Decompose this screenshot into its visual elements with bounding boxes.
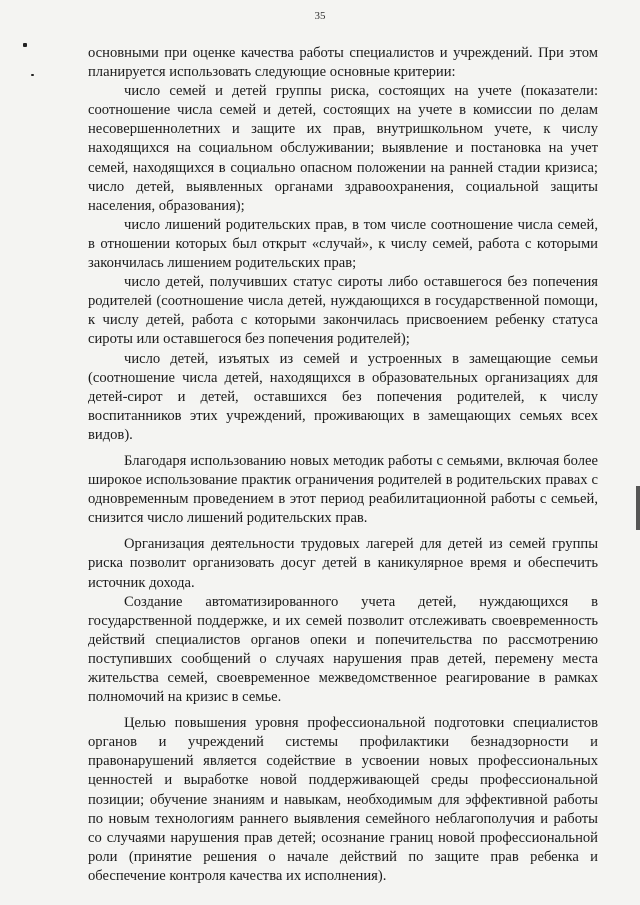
paragraph-criterion-2: число лишений родительских прав, в том числе соотношение числа семей, в отношении которых был открыт «случай», к числу семей, работа с которыми закончилась лишением родительских прав; xyxy=(88,216,598,272)
scan-edge-mark xyxy=(636,486,640,530)
document-body xyxy=(88,44,598,886)
paragraph-labor-camps: Организация деятельности трудовых лагерей для детей из семей группы риска позволит организовать досуг детей в каникулярное время и обеспечить источник дохода. xyxy=(88,536,598,591)
paragraph-criterion-4: число детей, изъятых из семей и устроенных в замещающие семьи (соотношение числа детей, находящихся в образовательных организациях для детей-сирот и детей, оставшихся без попечения родителей, к числу воспитанников этих учреждений, проживающих в замещающих семьях всех видов). xyxy=(88,350,598,443)
paragraph-criterion-3: число детей, получивших статус сироты либо оставшегося без попечения родителей (соотношение числа детей, нуждающихся в государственной помощи, к числу детей, работа с которыми закончилась присвоением ребенку статуса сироты или оставшегося без попечения родителей); xyxy=(88,274,598,348)
scan-speck xyxy=(23,43,27,47)
page-number: 35 xyxy=(314,10,326,22)
scan-speck xyxy=(31,74,34,76)
paragraph-intro: основными при оценке качества работы специалистов и учреждений. При этом планируется использовать следующие основные критерии: xyxy=(88,45,598,81)
paragraph-automated-registry: Создание автоматизированного учета детей, нуждающихся в государственной поддержке, и их семей позволит отслеживать своевременность действий специалистов органов опеки и попечительства по рассмотрению поступивших сообщений о случаях нарушения прав детей, перемену места жительства семей, своевременное межведомственное реагирование в рамках полномочий на кризис в семье. xyxy=(88,593,598,706)
paragraph-new-methods: Благодаря использованию новых методик работы с семьями, включая более широкое использование практик ограничения родителей в родительских правах с одновременным проведением в этот период реабилитационной работы с семьей, снизится число лишений родительских прав. xyxy=(88,452,598,527)
paragraph-training-goal: Целью повышения уровня профессиональной подготовки специалистов органов и учреждений системы профилактики безнадзорности и правонарушений является содействие в усвоении новых профессиональных ценностей и выработке новой поддерживающей среды профессиональной позиции; обучение знаниям и навыкам, необходимым для эффективной работы по новым технологиям раннего выявления семейного неблагополучия и работы со случаями нарушения прав детей; осознание границ новой профессиональной роли (принятие решения о начале действий по защите прав ребенка и обеспечение контроля качества их исполнения). xyxy=(88,715,598,884)
paragraph-criterion-1: число семей и детей группы риска, состоящих на учете (показатели: соотношение числа семей и детей, состоящих на учете в комиссии по делам несовершеннолетних и защите их прав, внутришкольном учете, к числу находящихся на социальном обслуживании; выявление и постановка на учет семей, находящихся в социально опасном положении на ранней стадии кризиса; число детей, выявленных органами здравоохранения, социальной защиты населения, образования); xyxy=(88,83,598,214)
